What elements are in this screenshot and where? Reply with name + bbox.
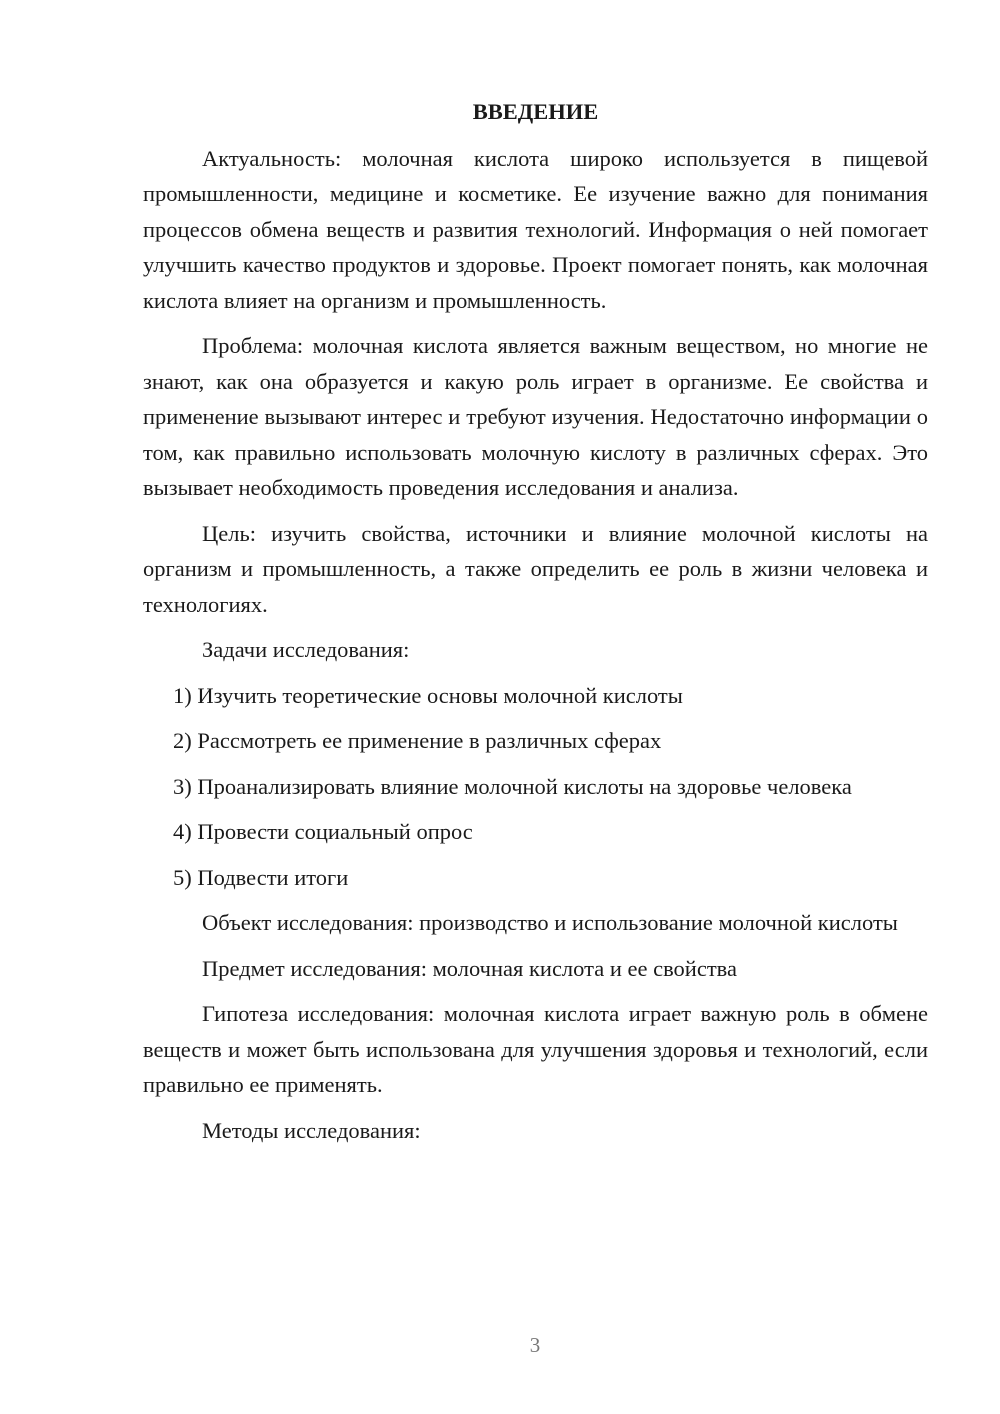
subject-paragraph: Предмет исследования: молочная кислота и ее свойства (202, 955, 737, 981)
relevance-paragraph: Актуальность: молочная кислота широко используется в пищевой промышленности, медицине и косметике. Ее изучение важно для понимания процессов обмена веществ и развития технологий. Информация о ней помогает улучшить качество продуктов и здоровье. Проект помогает понять, как молочная кислота влияет на организм и промышленность. (143, 145, 928, 313)
task-item-2: 2) Рассмотреть ее применение в различных сферах (173, 728, 662, 753)
task-item-4: 4) Провести социальный опрос (173, 819, 473, 844)
problem-paragraph: Проблема: молочная кислота является важным веществом, но многие не знают, как она образуется и какую роль играет в организме. Ее свойства и применение вызывают интерес и требуют изучения. Недостаточно информации о том, как правильно использовать молочную кислоту в различных сферах. Это вызывает необходимость проведения исследования и анализа. (143, 333, 928, 500)
hypothesis-paragraph: Гипотеза исследования: молочная кислота играет важную роль в обмене веществ и может быть использована для улучшения здоровья и технологий, если правильно ее применять. (143, 1001, 928, 1097)
page-content (143, 94, 928, 1158)
page-number: 3 (529, 1333, 541, 1357)
object-paragraph: Объект исследования: производство и использование молочной кислоты (202, 910, 898, 935)
task-item-5: 5) Подвести итоги (173, 864, 349, 890)
goal-paragraph: Цель: изучить свойства, источники и влияние молочной кислоты на организм и промышленность, а также определить ее роль в жизни человека и технологиях. (143, 520, 928, 617)
tasks-heading: Задачи исследования: (202, 637, 410, 662)
methods-heading: Методы исследования: (202, 1117, 421, 1143)
task-item-1: 1) Изучить теоретические основы молочной кислоты (173, 682, 683, 708)
task-item-3: 3) Проанализировать влияние молочной кислоты на здоровье человека (173, 773, 852, 799)
page-title: ВВЕДЕНИЕ (472, 99, 599, 124)
